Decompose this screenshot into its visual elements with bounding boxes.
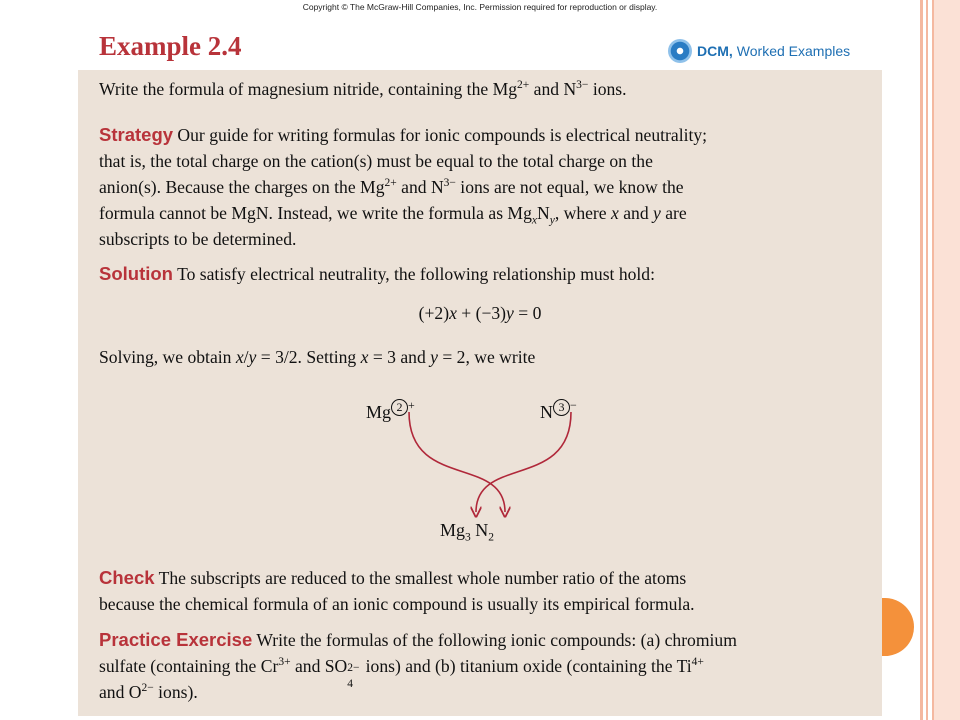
worked-examples-label: Worked Examples (736, 43, 851, 59)
check-label: Check (99, 567, 155, 588)
solution-label: Solution (99, 263, 173, 284)
strategy-line-5: subscripts to be determined. (99, 229, 297, 249)
example-title: Example 2.4 (99, 31, 242, 61)
strategy-line-2: that is, the total charge on the cation(s) must be equal to the total charge on the (99, 151, 653, 171)
n-ion-label: N 3 − (540, 398, 577, 422)
practice-label: Practice Exercise (99, 629, 253, 650)
dcm-label: DCM, (697, 43, 733, 59)
result-formula: $Mg_3$ $N_2$ (440, 520, 495, 544)
arrow-n-to-mg (476, 412, 571, 512)
neutrality-equation: (+2)x + (−3)y = 0 (418, 303, 542, 323)
strategy-line-3: anion(s). Because the charges on the $Mg^{2+}$ and $N^{3-}$ ions are not equal, we know the (99, 177, 684, 197)
solution-line-1: Solution To satisfy electrical neutrality, the following relationship must hold: (99, 263, 655, 284)
strategy-line-1: Strategy Our guide for writing formulas for ionic compounds is electrical neutrality; (99, 124, 708, 145)
mg-charge-circle: 2 (391, 399, 408, 416)
check-line-1: Check The subscripts are reduced to the smallest whole number ratio of the atoms (99, 567, 687, 588)
mg-ion-label: Mg 2 + (366, 398, 415, 422)
copyright-notice: Copyright © The McGraw-Hill Companies, Inc. Permission required for reproduction or display. (302, 2, 658, 12)
question-text: Write the formula of magnesium nitride, containing the $Mg^{2+}$ and $N^{3-}$ ions. (99, 79, 627, 99)
arrow-mg-to-n (409, 412, 505, 512)
strategy-line-4: formula cannot be MgN. Instead, we write the formula as $Mg_xN_y$, where x and y are (99, 203, 687, 227)
practice-line-2: sulfate (containing the $Cr^{3+}$ and SO 2− ions) and (b) titanium oxide (containing the $Ti^{4+}$ (99, 656, 704, 676)
practice-line-3: and $O^{2-}$ ions). (99, 682, 198, 702)
solving-text: Solving, we obtain x/y = 3/2. Setting x = 3 and y = 2, we write (99, 347, 536, 367)
strategy-label: Strategy (99, 124, 174, 145)
practice-line-1: Practice Exercise Write the formulas of the following ionic compounds: (a) chromium (99, 629, 737, 650)
check-line-2: because the chemical formula of an ionic compound is usually its empirical formula. (99, 594, 695, 614)
n-charge-circle: 3 (553, 399, 570, 416)
